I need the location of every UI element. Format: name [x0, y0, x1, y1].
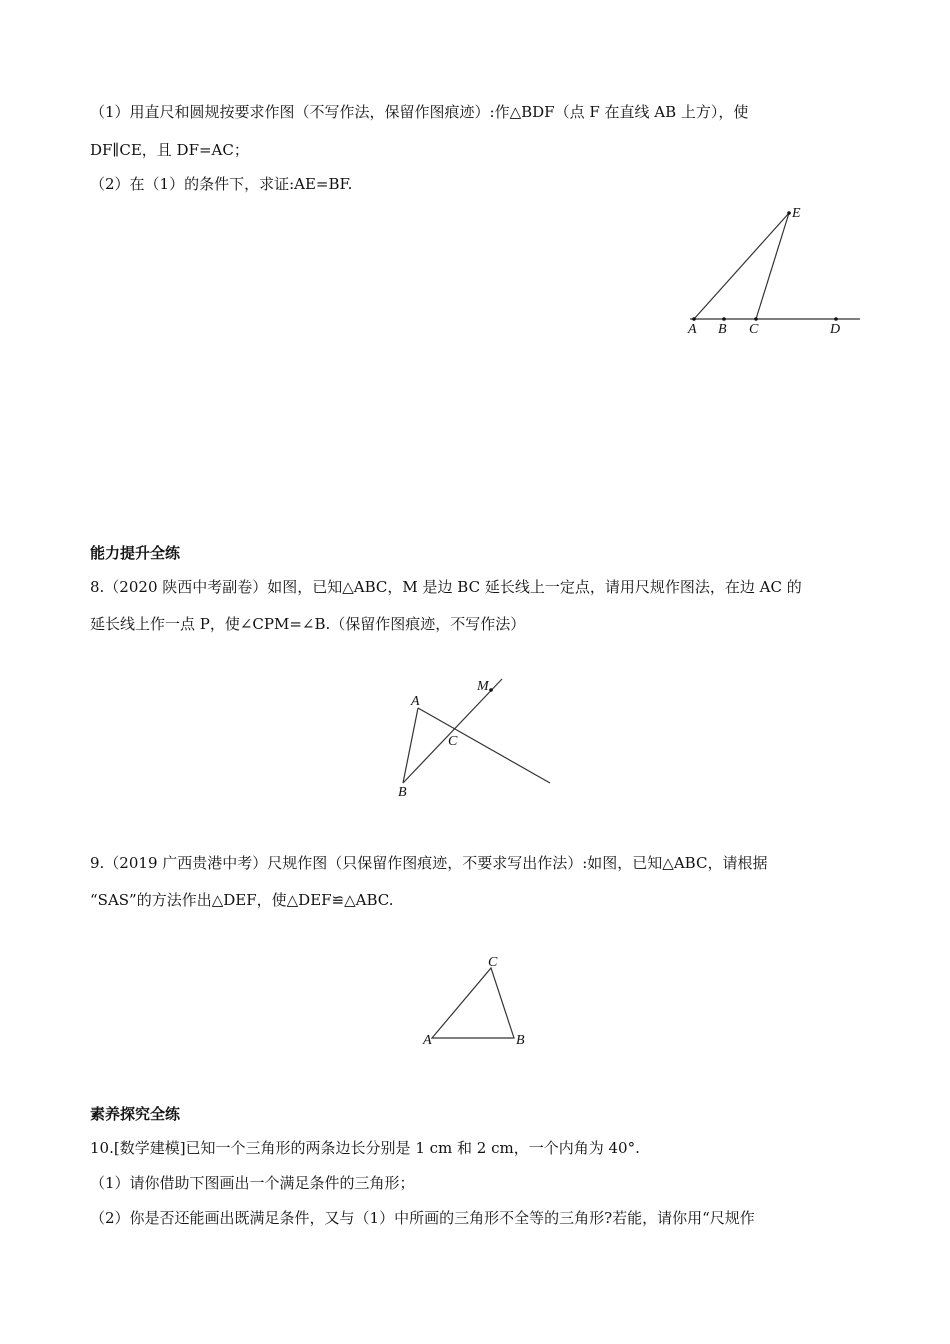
- q7-line-2: DF∥CE，且 DF=AC；: [90, 141, 249, 159]
- label-d: D: [830, 322, 841, 337]
- section-heading-ability: 能力提升全练: [90, 544, 181, 562]
- q8-line-2: 延长线上作一点 P，使∠CPM=∠B.（保留作图痕迹，不写作法）: [90, 615, 526, 633]
- label-a: A: [411, 694, 420, 709]
- label-a: A: [688, 322, 697, 337]
- label-c: C: [488, 955, 498, 970]
- q9-line-2: “SAS”的方法作出△DEF，使△DEF≌△ABC.: [90, 891, 394, 909]
- label-b: B: [398, 785, 407, 800]
- q7-line-1: （1）用直尺和圆规按要求作图（不写作法，保留作图痕迹）:作△BDF（点 F 在直线 AB 上方），使: [90, 103, 749, 121]
- q8-line-1: 8.（2020 陕西中考副卷）如图，已知△ABC，M 是边 BC 延长线上一定点，请用尺规作图法，在边 AC 的: [90, 578, 802, 596]
- label-b: B: [516, 1033, 525, 1048]
- label-b: B: [718, 322, 727, 337]
- triangle-abc: [432, 968, 514, 1038]
- q10-line-1: 10.[数学建模]已知一个三角形的两条边长分别是 1 cm 和 2 cm，一个内角为 40°.: [90, 1139, 640, 1157]
- label-c: C: [448, 734, 458, 749]
- label-e: E: [792, 206, 801, 221]
- q9-line-1: 9.（2019 广西贵港中考）尺规作图（只保留作图痕迹，不要求写出作法）:如图，已知△ABC，请根据: [90, 854, 768, 872]
- q10-line-2: （1）请你借助下图画出一个满足条件的三角形；: [90, 1174, 415, 1192]
- section-heading-literacy: 素养探究全练: [90, 1105, 181, 1123]
- q7-line-3: （2）在（1）的条件下，求证:AE=BF.: [90, 175, 353, 193]
- label-c: C: [749, 322, 759, 337]
- label-a: A: [423, 1033, 432, 1048]
- label-m: M: [477, 679, 489, 694]
- q10-line-3: （2）你是否还能画出既满足条件，又与（1）中所画的三角形不全等的三角形?若能，请你用“尺规作: [90, 1209, 755, 1227]
